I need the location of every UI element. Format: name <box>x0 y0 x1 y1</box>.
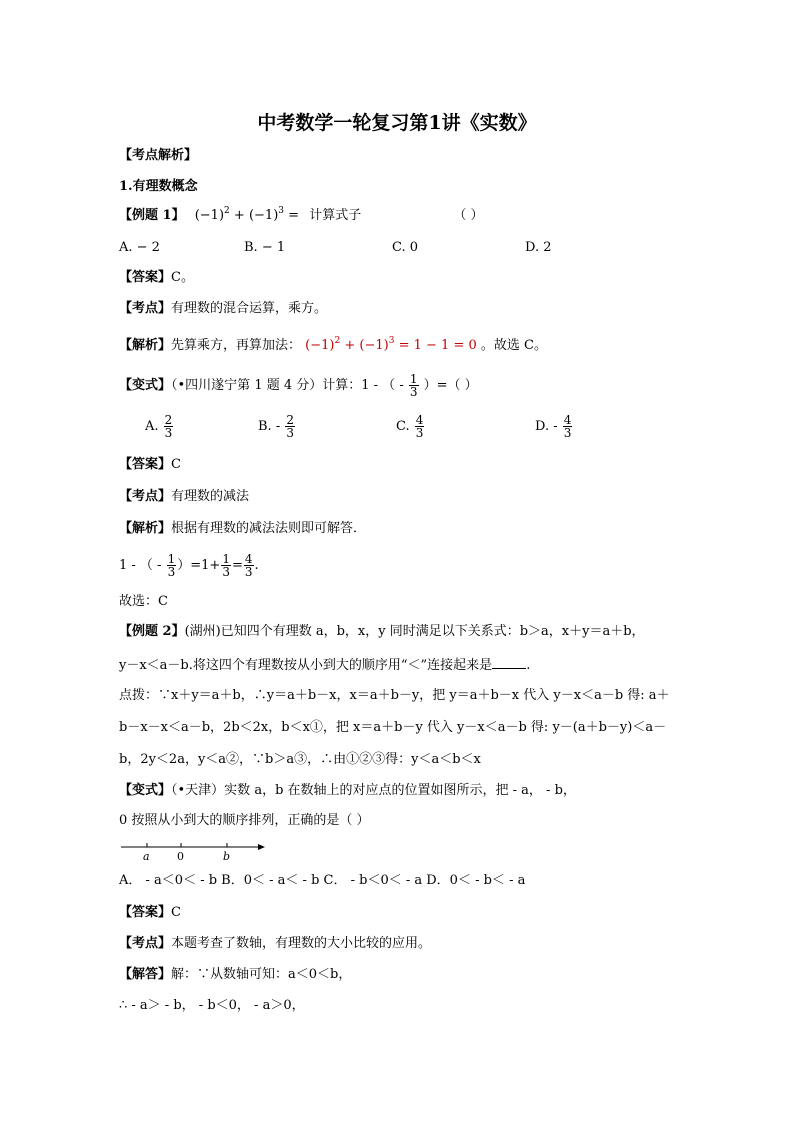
axis-label-b: b <box>223 850 231 863</box>
example-1-answer: 【答案】C。 <box>119 270 194 285</box>
fraction: $\frac{1}{3}$ <box>409 372 418 399</box>
example-2-hint-1: 点拨：∵x＋y＝a＋b，∴y＝a＋b－x，x＝a＋b－y，把 y＝a＋b－x 代入 y－x＜a－b 得: a＋ <box>119 688 670 703</box>
variant-1-option-b: B. - $\frac{2}{3}$ <box>258 413 295 440</box>
variant-1-solution: 【解析】根据有理数的减法法则即可解答． <box>119 521 367 536</box>
variant-2-answer: 【答案】C <box>119 905 181 920</box>
answer-blank <box>492 656 526 669</box>
option-a: A. − 2 <box>119 240 160 255</box>
subsection-heading: 1.有理数概念 <box>119 179 198 194</box>
example-1-solution: 【解析】先算乘方，再算加法： $(-1)^2 + (-1)^3 = 1 - 1 = 0$ 。故选 C。 <box>119 336 547 353</box>
number-line <box>119 838 269 864</box>
variant-1-topic: 【考点】有理数的减法 <box>119 489 250 504</box>
example-tag: 【例题 1】 <box>119 208 185 223</box>
example-2-hint-2: b－x－x＜a－b，2b＜2x，b＜x①，把 x＝a＋b－y 代入 y－x＜a－b 得: y－(a＋b－y)＜a－ <box>119 720 667 735</box>
solution-expression: $(-1)^2 + (-1)^3 = 1 - 1 = 0$ <box>305 336 477 353</box>
option-c: C. 0 <box>392 240 419 255</box>
axis-label-0: 0 <box>177 850 184 863</box>
example-2-line-1: 【例题 2】(湖州)已知四个有理数 a，b，x，y 同时满足以下关系式：b＞a，x＋y＝a＋b， <box>119 624 645 639</box>
variant-2-topic: 【考点】本题考查了数轴，有理数的大小比较的应用。 <box>119 936 432 951</box>
answer-paren: （ ） <box>453 208 484 223</box>
variant-2-line-2: 0 按照从小到大的顺序排列，正确的是（ ） <box>119 813 370 828</box>
variant-1-conclusion: 故选：C <box>119 594 168 609</box>
variant-1-calculation: 1 - （ - $\frac{1}{3}$ ）=1+ $\frac{1}{3}$ = $\frac{4}{3}$ . <box>119 552 259 579</box>
example-2-hint-3: b，2y＜2a，y＜a②，∵b＞a③，∴由①②③得：y＜a＜b＜x <box>119 752 481 767</box>
variant-1-option-c: C. $\frac{4}{3}$ <box>396 413 424 440</box>
section-heading: 【考点解析】 <box>119 148 198 163</box>
variant-2-line-1: 【变式】（•天津）实数 a，b 在数轴上的对应点的位置如图所示，把 - a， - b， <box>119 783 576 798</box>
page-title: 中考数学一轮复习第1讲《实数》 <box>257 112 537 134</box>
example-1-question <box>119 208 483 224</box>
variant-2-solution: 【解答】解：∵从数轴可知：a＜0＜b， <box>119 967 352 982</box>
option-b: B. − 1 <box>244 240 286 255</box>
variant-1-option-a: A. $\frac{2}{3}$ <box>145 413 173 440</box>
option-d: D. 2 <box>525 240 552 255</box>
variant-1-question: 【变式】（•四川遂宁第 1 题 4 分）计算：1 - （ - $\frac{1}{3}$ ）=（ ） <box>119 372 478 399</box>
variant-2-final: ∴ - a＞ - b， - b＜0， - a＞0， <box>119 998 305 1013</box>
variant-1-answer: 【答案】C <box>119 457 181 472</box>
axis-label-a: a <box>143 850 150 863</box>
variant-2-options: A． - a＜0＜ - b B．0＜ - a＜ - b C． - b＜0＜ - a D．0＜ - b＜ - a <box>119 873 526 888</box>
variant-1-option-d: D. - $\frac{4}{3}$ <box>535 413 572 440</box>
expression: $(-1)^2 + (-1)^3$ = <box>194 206 300 223</box>
question-text: 计算式子 <box>309 208 362 223</box>
example-2-line-2: y－x＜a－b.将这四个有理数按从小到大的顺序用“＜”连接起来是 . <box>119 658 531 673</box>
example-1-topic: 【考点】有理数的混合运算，乘方。 <box>119 301 328 316</box>
